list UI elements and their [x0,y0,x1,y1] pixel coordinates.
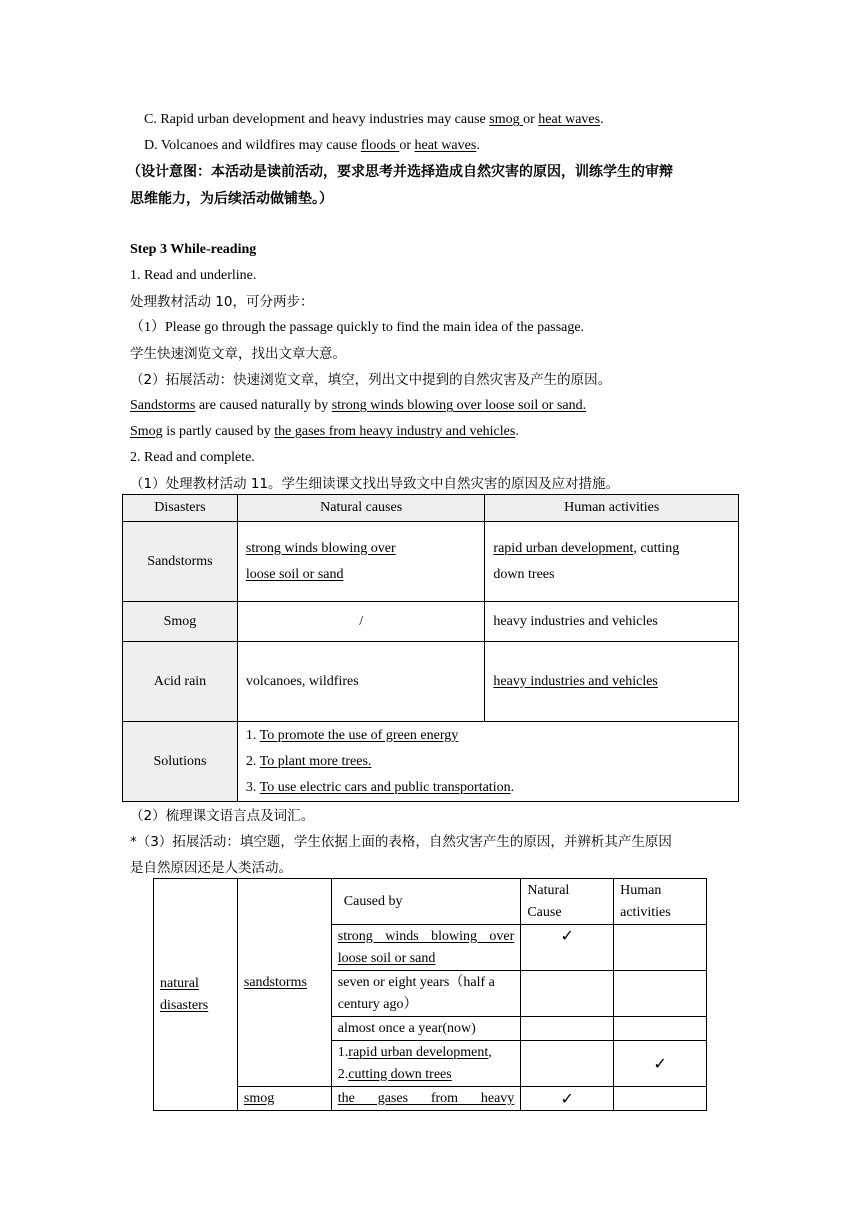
cell-empty [521,1041,614,1087]
after-table-step-3: *（3）拓展活动：填空题，学生依据上面的表格，自然灾害产生的原因，并辨析其产生原因 [130,834,672,850]
cell-sandstorms: sandstorms [237,879,331,1087]
header-caused-by: Caused by [331,879,521,925]
cell-cause-gases: the gases from heavy [331,1087,521,1111]
cell-cause-urban: 1.rapid urban development, 2.cutting down trees [331,1041,521,1087]
option-c: C. Rapid urban development and heavy industries may cause smog or heat waves. [144,112,604,127]
header-human-activities: Human activities [614,879,707,925]
sub-step-1: （1）Please go through the passage quickly to find the main idea of the passage. [130,320,585,335]
cell-smog: Smog [123,602,238,642]
process-activity-11: （1）处理教材活动 11。学生细读课文找出导致文中自然灾害的原因及应对措施。 [130,476,620,492]
cell-empty [521,971,614,1017]
table-row [123,522,739,602]
table-row [123,602,739,642]
header-natural-causes: Natural causes [237,495,485,522]
sub-step-2: （2）拓展活动：快速浏览文章，填空，列出文中提到的自然灾害及产生的原因。 [130,372,612,388]
smog-sentence: Smog is partly caused by the gases from heavy industry and vehicles. [130,424,519,439]
cell-solutions-list: 1. To promote the use of green energy 2. To plant more trees. 3. To use electric cars and public transportation. [237,722,738,802]
cell-sandstorms-natural: strong winds blowing over loose soil or sand [237,522,485,602]
header-human-activities: Human activities [485,495,739,522]
header-natural-cause: Natural Cause [521,879,614,925]
read-complete: 2. Read and complete. [130,450,255,465]
cell-cause-strong-winds: strong winds blowing over loose soil or sand [331,925,521,971]
sandstorm-sentence: Sandstorms are caused naturally by strong winds blowing over loose soil or sand. [130,398,587,413]
disasters-table [122,494,739,802]
cell-cause-once-a-year: almost once a year(now) [331,1017,521,1041]
cell-acid-natural: volcanoes, wildfires [237,642,485,722]
cell-acid-human: heavy industries and vehicles [485,642,739,722]
causes-table [153,878,707,1111]
after-table-step-2: （2）梳理课文语言点及词汇。 [130,808,315,824]
cell-empty [614,1017,707,1041]
table-row [154,1087,707,1111]
table-header-row [154,879,707,925]
option-d: D. Volcanoes and wildfires may cause floods or heat waves. [144,138,480,153]
process-activity-10: 处理教材活动 10，可分两步： [130,294,314,310]
step-3-heading: Step 3 While-reading [130,242,257,257]
check-icon: ✓ [521,1087,614,1111]
cell-smog-human: heavy industries and vehicles [485,602,739,642]
cell-smog: smog [237,1087,331,1111]
cell-acid-rain: Acid rain [123,642,238,722]
design-intent-line-2: 思维能力，为后续活动做铺垫。） [130,191,333,207]
check-icon: ✓ [521,925,614,971]
cell-sandstorms-human: rapid urban development, cutting down trees [485,522,739,602]
sub-step-1-cn: 学生快速浏览文章，找出文章大意。 [130,346,346,362]
cell-natural-disasters: natural disasters [154,879,238,1111]
cell-solutions: Solutions [123,722,238,802]
table-header-row [123,495,739,522]
cell-sandstorms: Sandstorms [123,522,238,602]
design-intent-line-1: （设计意图：本活动是读前活动，要求思考并选择造成自然灾害的原因，训练学生的审辩 [127,164,673,180]
table-row [123,642,739,722]
cell-empty [521,1017,614,1041]
table-row [123,722,739,802]
read-underline: 1. Read and underline. [130,268,257,283]
cell-empty [614,1087,707,1111]
cell-empty [614,925,707,971]
header-disasters: Disasters [123,495,238,522]
check-icon: ✓ [614,1041,707,1087]
after-table-step-3-cont: 是自然原因还是人类活动。 [130,860,292,876]
cell-cause-seven-years: seven or eight years（half a century ago） [331,971,521,1017]
cell-smog-natural: / [237,602,485,642]
cell-empty [614,971,707,1017]
